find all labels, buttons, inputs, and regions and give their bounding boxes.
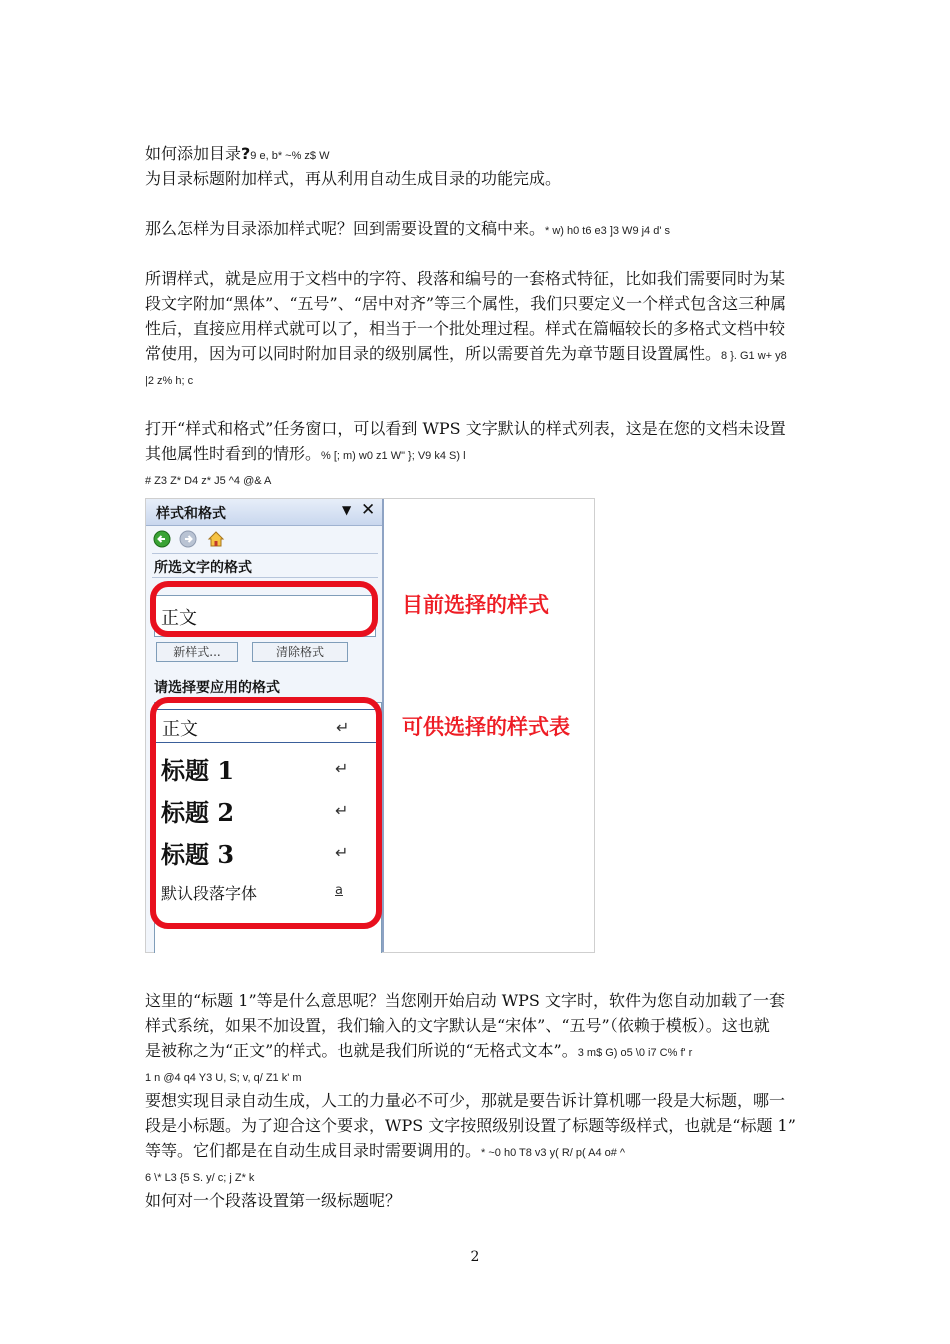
paragraph-line: 样式系统，如果不加设置，我们输入的文字默认是“宋体”、“五号”（依赖于模板）。这也就 [145,1016,770,1035]
paragraph-open-pane [145,416,810,494]
page-number: 2 [470,1249,480,1265]
pane-title: 样式和格式 [156,506,226,522]
character-style-icon: a [335,883,343,898]
paragraph-question [145,141,810,169]
noise-text: 3 m$ G) o5 \0 i7 C% f' r [577,1047,693,1059]
paragraph-style-definition [145,266,810,394]
paragraph-line: 性后，直接应用样式就可以了，相当于一个批处理过程。样式在篇幅较长的多格式文档中较 [145,319,786,338]
paragraph-mark-icon: ↵ [335,801,349,820]
paragraph-line: 段文字附加“黑体”、“五号”、“居中对齐”等三个属性，我们只要定义一个样式包含这三种属 [145,294,787,313]
paragraph-line: 段是小标题。为了迎合这个要求，WPS 文字按照级别设置了标题等级样式，也就是“标题 1” [145,1116,796,1135]
noise-text: |2 z% h; c [145,375,194,387]
paragraph-answer: 为目录标题附加样式，再从利用自动生成目录的功能完成。 [145,169,562,188]
apply-format-label: 请选择要应用的格式 [154,680,280,696]
new-style-button[interactable]: 新样式... [156,642,238,662]
paragraph-text: 常使用，因为可以同时附加目录的级别属性，所以需要首先为章节题目设置属性。 [145,344,722,363]
paragraph-line: 所谓样式，就是应用于文档中的字符、段落和编号的一套格式特征，比如我们需要同时为某 [145,269,786,288]
clear-format-button[interactable]: 清除格式 [252,642,348,662]
paragraph-line [145,1138,810,1166]
paragraph-mark-icon: ↵ [335,759,349,778]
noise-text: 9 e, b* ~% z$ W [250,150,330,162]
paragraph-mark-icon: ↵ [335,843,349,862]
close-icon[interactable]: ✕ [361,500,376,520]
paragraph-line [145,341,810,369]
style-item-label: 标题 3 [161,840,235,869]
paragraph-mark-icon: ↵ [336,718,350,737]
divider [152,553,378,554]
paragraph-line [145,441,810,469]
callout-style-list: 可供选择的样式表 [402,715,570,739]
current-style-value: 正文 [161,608,197,629]
back-arrow-icon[interactable] [152,529,172,549]
noise-text: 8 }. G1 w+ y8 [721,350,787,362]
style-item-label: 正文 [162,719,198,740]
highlight-ring-current [150,581,378,637]
noise-text: 1 n @4 q4 Y3 U, S; v, q/ Z1 k' m [145,1072,302,1084]
paragraph-how [145,216,810,244]
paragraph-first-level: 如何对一个段落设置第一级标题呢？ [145,1191,402,1210]
paragraph-text: 等等。它们都是在自动生成目录时需要调用的。 [145,1141,482,1160]
callout-current-style: 目前选择的样式 [402,593,549,617]
styles-pane-screenshot [145,498,595,953]
divider [152,577,378,578]
question-text: 如何添加目录 [145,144,242,163]
question-mark: ? [241,144,251,163]
paragraph-text: 是被称之为“正文”的样式。也就是我们所说的“无格式文本”。 [145,1041,578,1060]
noise-text: * w) h0 t6 e3 ]3 W9 j4 d' s [545,225,671,237]
home-icon[interactable] [206,529,226,549]
paragraph-line: 打开“样式和格式”任务窗口，可以看到 WPS 文字默认的样式列表，这是在您的文档未设置 [145,419,786,438]
pane-title-bar [146,499,382,526]
style-item-label: 默认段落字体 [161,884,258,903]
style-item-label: 标题 2 [161,798,235,827]
paragraph-text: 那么怎样为目录添加样式呢？回到需要设置的文稿中来。 [145,219,546,238]
selected-text-format-label: 所选文字的格式 [154,560,252,576]
forward-arrow-icon[interactable] [178,529,198,549]
paragraph-auto-toc [145,1088,810,1191]
style-item-label: 标题 1 [161,756,235,785]
noise-text: # Z3 Z* D4 z* J5 ^4 @& A [145,475,272,487]
paragraph-line [145,1038,810,1066]
paragraph-line: 这里的“标题 1”等是什么意思呢？当您刚开始启动 WPS 文字时，软件为您自动加载了一套 [145,991,785,1010]
paragraph-heading-meaning [145,988,810,1091]
paragraph-line: 要想实现目录自动生成，人工的力量必不可少，那就是要告诉计算机哪一段是大标题，哪一 [145,1091,786,1110]
highlight-ring-list [150,697,382,929]
chevron-down-icon[interactable]: ▼ [342,503,352,517]
paragraph-text: 其他属性时看到的情形。 [145,444,322,463]
noise-text: % [; m) w0 z1 W" }; V9 k4 S) l [321,450,466,462]
noise-text: * ~0 h0 T8 v3 y( R/ p( A4 o# ^ [481,1147,626,1159]
noise-text: 6 \* L3 {5 S. y/ c; j Z* k [145,1172,255,1184]
